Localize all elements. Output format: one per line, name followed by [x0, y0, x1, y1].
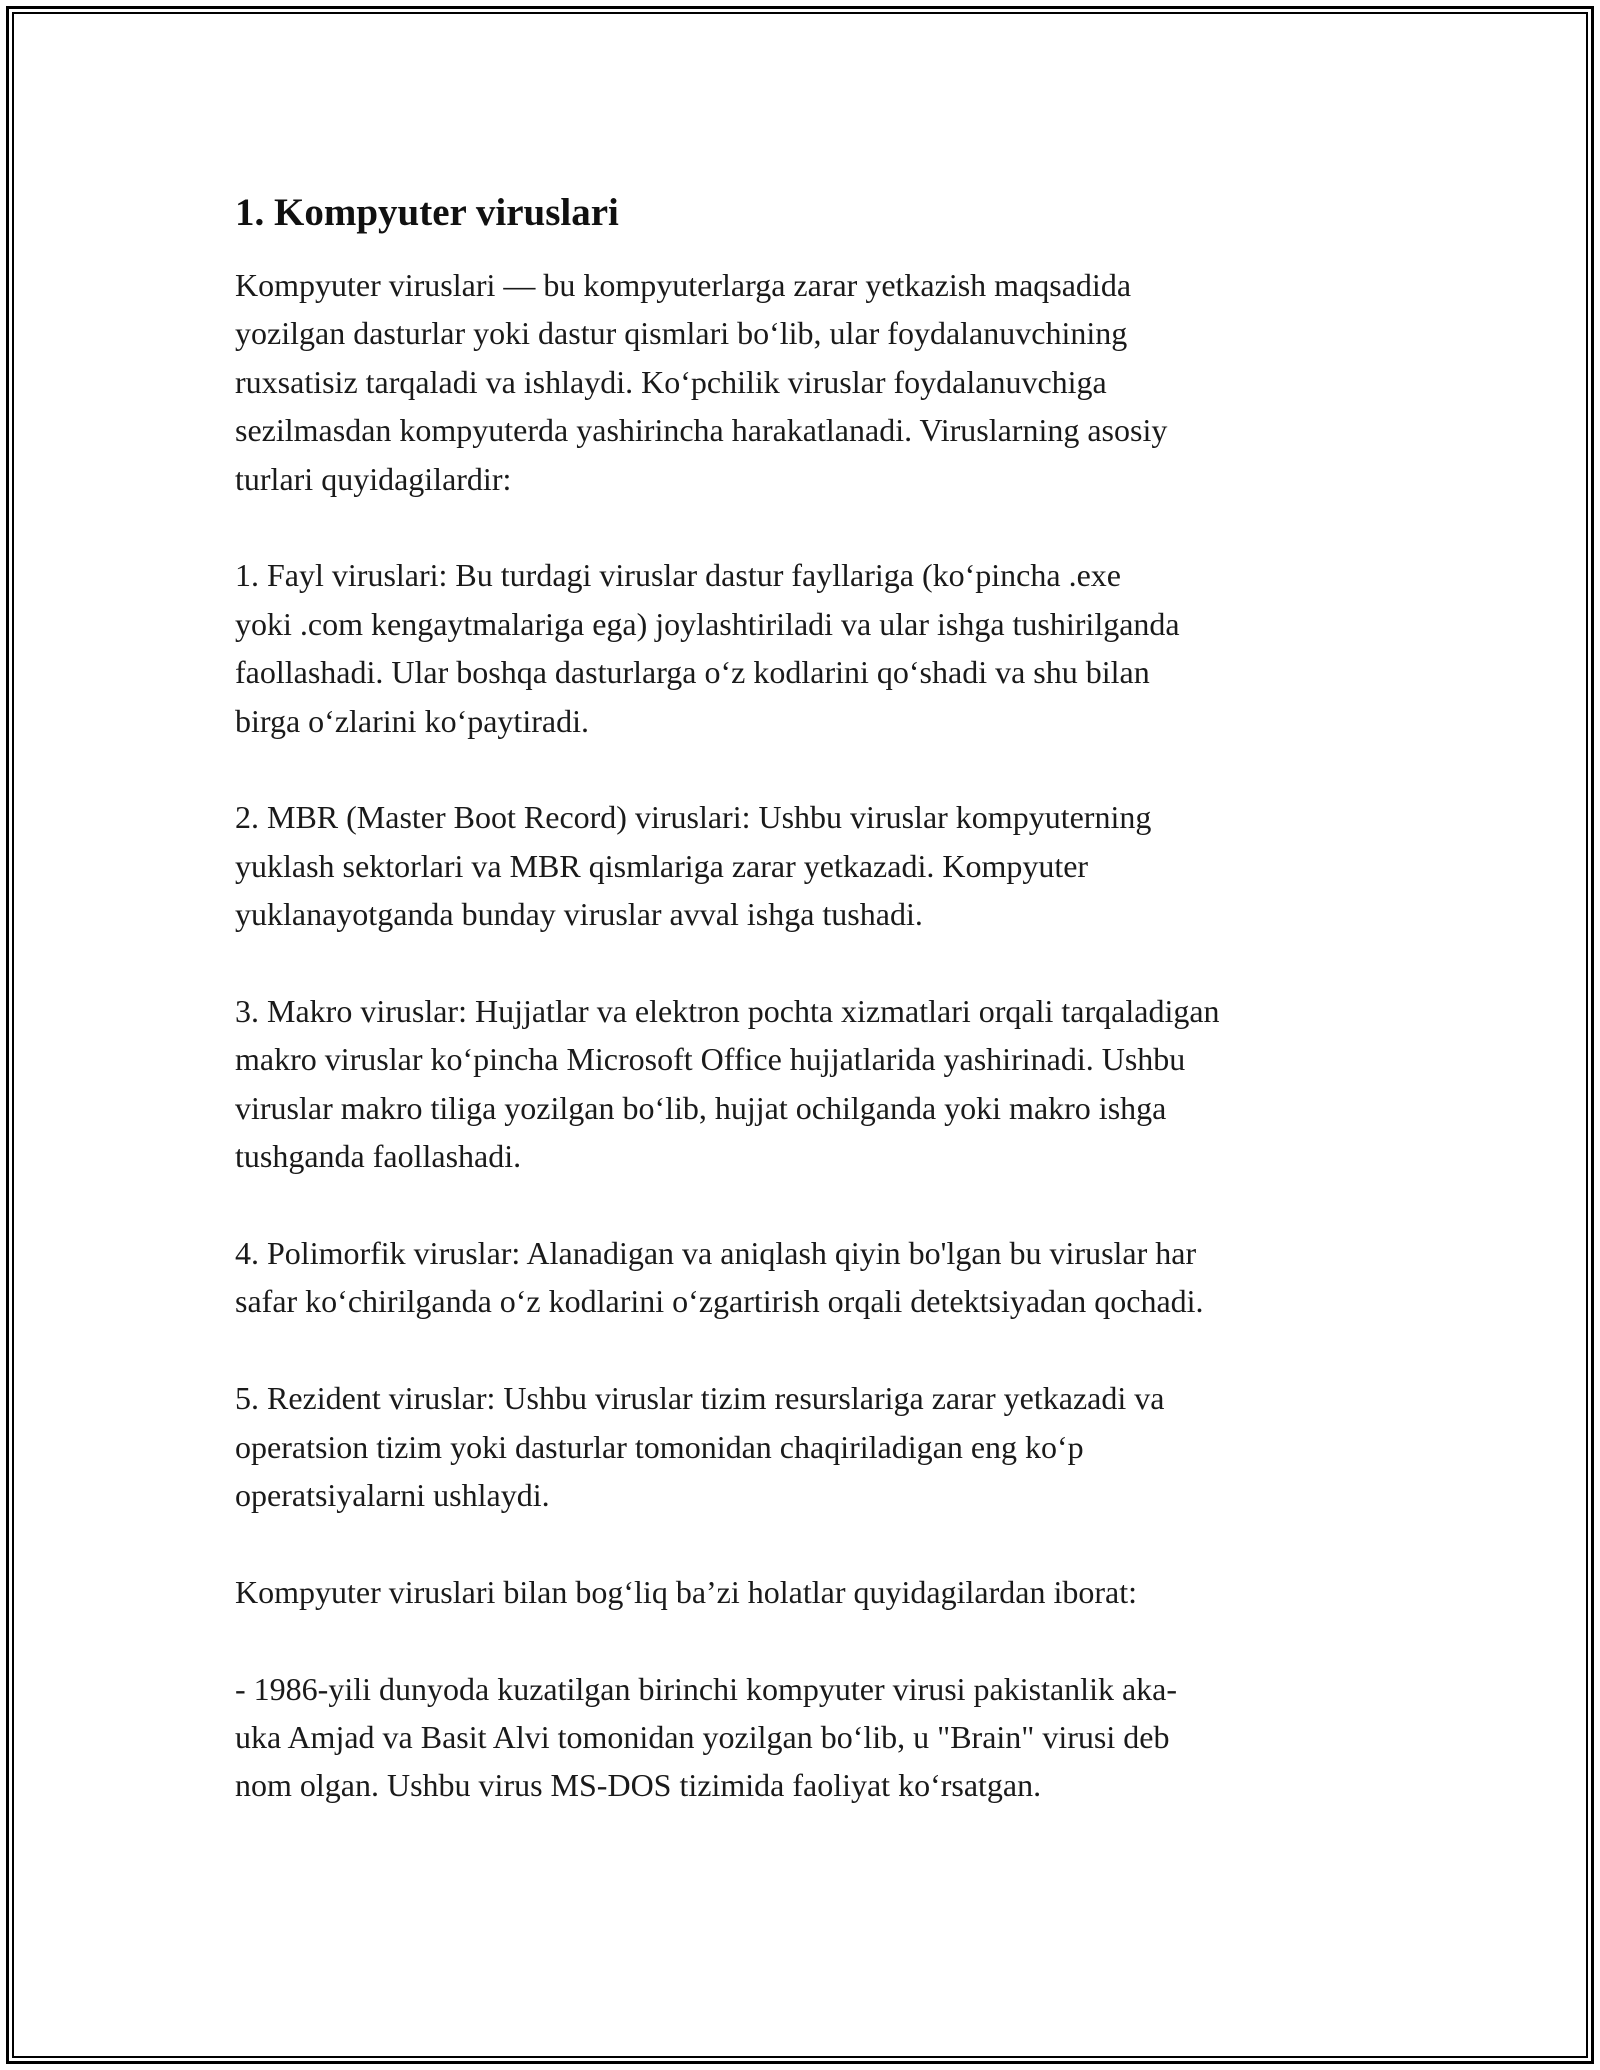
paragraph-mbr-viruses: 2. MBR (Master Boot Record) viruslari: Ushbu viruslar kompyuterning yuklash sektorlari va MBR qismlariga zarar yetkazadi. Kompyuter yuklanayotganda bunday viruslar avval ishga tushadi.: [235, 799, 1152, 933]
paragraph-file-viruses: 1. Fayl viruslari: Bu turdagi viruslar dastur fayllariga (ko‘pincha .exe yoki .com kengaytmalariga ega) joylashtiriladi va ular ishga tushirilganda faollashadi. Ular boshqa dasturlarga o‘z kodlarini qo‘shadi va shu bilan birga o‘zlarini ko‘paytiradi.: [235, 557, 1180, 739]
paragraph-intro: Kompyuter viruslari — bu kompyuterlarga zarar yetkazish maqsadida yozilgan dasturlar yoki dastur qismlari bo‘lib, ular foydalanuvchining ruxsatisiz tarqaladi va ishlaydi. Ko‘pchilik viruslar foydalanuvchiga sezilmasdan kompyuterda yashirincha harakatlanadi. Viruslarning asosiy turlari quyidagilardir:: [235, 267, 1168, 497]
paragraph-brain-virus: - 1986-yili dunyoda kuzatilgan birinchi kompyuter virusi pakistanlik aka- uka Amjad va Basit Alvi tomonidan yozilgan bo‘lib, u "Brain" virusi deb nom olgan. Ushbu virus MS-DOS tizimida faoliyat ko‘rsatgan.: [235, 1670, 1178, 1804]
paragraph-resident-viruses: 5. Rezident viruslar: Ushbu viruslar tizim resurslariga zarar yetkazadi va operatsion tizim yoki dasturlar tomonidan chaqiriladigan eng ko‘p operatsiyalarni ushlaydi.: [235, 1380, 1165, 1514]
paragraph-polymorphic-viruses: 4. Polimorfik viruslar: Alanadigan va aniqlash qiyin bo'lgan bu viruslar har safar ko‘chirilganda o‘z kodlarini o‘zgartirish orqali detektsiyadan qochadi.: [235, 1235, 1204, 1320]
paragraph-cases-intro: Kompyuter viruslari bilan bog‘liq ba’zi holatlar quyidagilardan iborat:: [235, 1573, 1137, 1610]
paragraph-macro-viruses: 3. Makro viruslar: Hujjatlar va elektron pochta xizmatlari orqali tarqaladigan makro viruslar ko‘pincha Microsoft Office hujjatlarida yashirinadi. Ushbu viruslar makro tiliga yozilgan bo‘lib, hujjat ochilganda yoki makro ishga tushganda faollashadi.: [235, 993, 1220, 1175]
document-body: [235, 185, 1385, 1858]
document-title: 1. Kompyuter viruslari: [235, 191, 619, 234]
